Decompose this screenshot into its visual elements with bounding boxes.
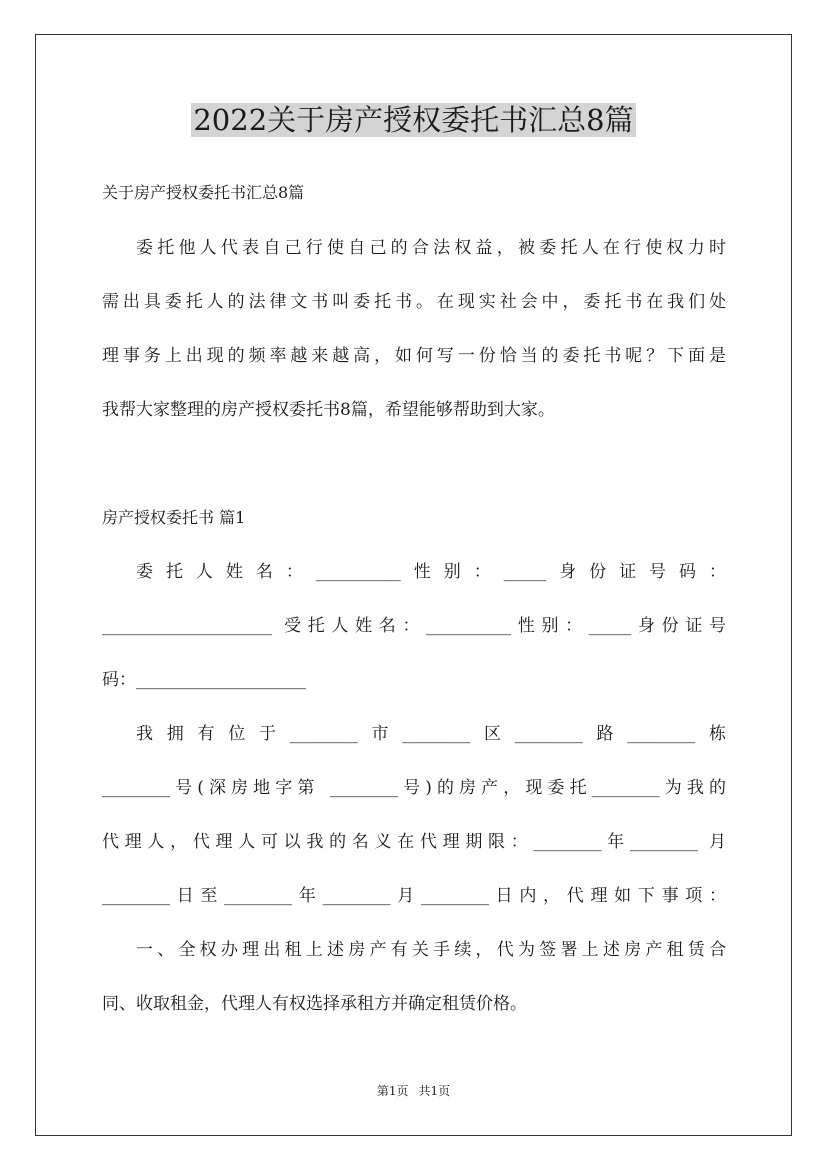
body-paragraph-line: ________号(深房地字第 ________号)的房产，现委托________为我的 [102, 778, 726, 798]
body-paragraph-line: ____________________ 受托人姓名：__________性别：_____身份证号 [102, 616, 726, 636]
page-total: 共1页 [418, 1084, 451, 1098]
intro-paragraph-line: 理事务上出现的频率越来越高，如何写一份恰当的委托书呢？下面是 [102, 346, 726, 366]
page-footer [0, 1083, 827, 1099]
page-number: 第1页 [376, 1084, 409, 1098]
body-paragraph-line: 代理人，代理人可以我的名义在代理期限：________年________ 月 [102, 832, 726, 852]
document-title [0, 100, 827, 140]
document-title-text: 2022关于房产授权委托书汇总8篇 [193, 103, 634, 137]
body-paragraph-line: ________日至________年________月________日内，代理如下事项： [102, 886, 726, 906]
body-paragraph-line: 同、收取租金，代理人有权选择承租方并确定租赁价格。 [102, 994, 527, 1014]
intro-paragraph-line: 我帮大家整理的房产授权委托书8篇，希望能够帮助到大家。 [102, 400, 555, 420]
body-paragraph-line: 一、全权办理出租上述房产有关手续，代为签署上述房产租赁合 [136, 940, 726, 960]
body-paragraph-line: 码：____________________ [102, 670, 306, 690]
document-subtitle: 关于房产授权委托书汇总8篇 [102, 183, 305, 202]
intro-paragraph-line: 委托他人代表自己行使自己的合法权益，被委托人在行使权力时 [136, 238, 726, 258]
body-paragraph-line: 委托人姓名：__________性别：_____身份证号码： [136, 562, 726, 582]
body-paragraph-line: 我拥有位于________市________区________路________栋 [136, 724, 726, 744]
intro-paragraph-line: 需出具委托人的法律文书叫委托书。在现实社会中，委托书在我们处 [102, 292, 726, 312]
section-heading: 房产授权委托书 篇1 [102, 508, 246, 527]
